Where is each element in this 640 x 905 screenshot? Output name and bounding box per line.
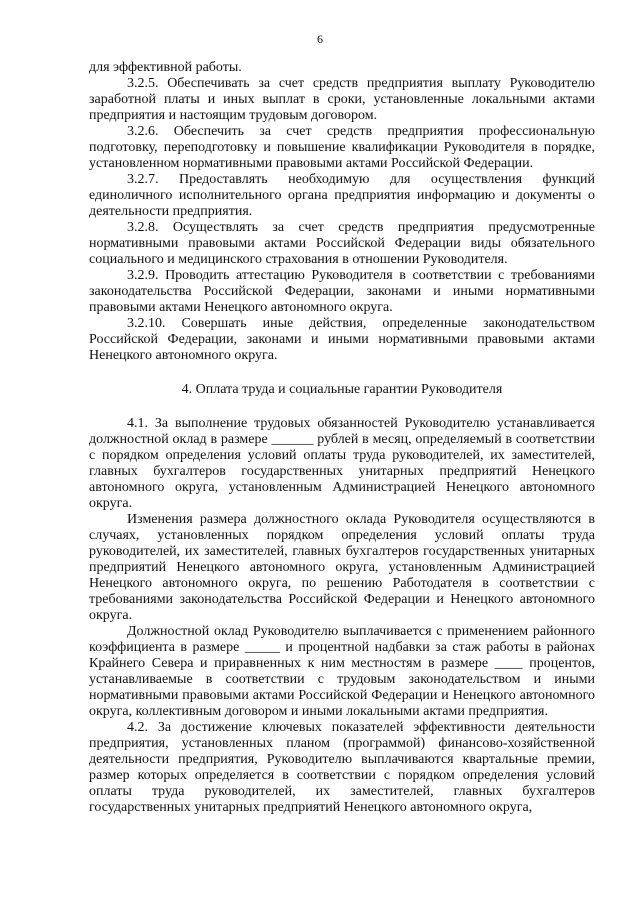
paragraph: 3.2.6. Обеспечить за счет средств предприятия профессиональную подготовку, переподготовку и повышение квалификации Руководителя в порядке, установленном нормативными правовыми актами Российской Федерации. [89,124,595,171]
section-heading: 4. Оплата труда и социальные гарантии Руководителя [181,382,503,397]
paragraph: 3.2.10. Совершать иные действия, определенные законодательством Российской Федерации, законами и иными нормативными правовыми актами Ненецкого автономного округа. [89,316,595,363]
paragraph: Изменения размера должностного оклада Руководителя осуществляются в случаях, установленных порядком определения условий оплаты труда руководителей, их заместителей, главных бухгалтеров государственных унитарных предприятий Ненецкого автономного округа, установленным Администрацией Ненецкого автономного округа, по решению Работодателя в соответствии с требованиями законодательства Российской Федерации и Ненецкого автономного округа. [89,512,595,623]
paragraph: 4.2. За достижение ключевых показателей эффективности деятельности предприятия, установленных планом (программой) финансово-хозяйственной деятельности предприятия, Руководителю выплачиваются квартальные премии, размер которых определяется в соответствии с порядком определения условий оплаты труда руководителей, их заместителей, главных бухгалтеров государственных унитарных предприятий Ненецкого автономного округа, [89,720,595,815]
paragraph: для эффективной работы. [89,60,242,75]
paragraph: Должностной оклад Руководителю выплачивается с применением районного коэффициента в размере _____ и процентной надбавки за стаж работы в районах Крайнего Севера и приравненных к ним местностям в размере ____ процентов, устанавливаемые в соответствии с трудовым законодательством и иными нормативными правовыми актами Российской Федерации и Ненецкого автономного округа, коллективным договором и иными локальными актами предприятия. [89,624,595,719]
document-body [89,60,595,816]
page-number: 6 [317,32,323,46]
paragraph: 3.2.7. Предоставлять необходимую для осуществления функций единоличного исполнительного органа предприятия информацию и документы о деятельности предприятия. [89,172,595,219]
paragraph: 3.2.5. Обеспечивать за счет средств предприятия выплату Руководителю заработной платы и иных выплат в сроки, установленные локальными актами предприятия и настоящим трудовым договором. [89,76,595,123]
paragraph: 4.1. За выполнение трудовых обязанностей Руководителю устанавливается должностной оклад в размере ______ рублей в месяц, определяемый в соответствии с порядком определения условий оплаты труда руководителей, их заместителей, главных бухгалтеров государственных унитарных предприятий Ненецкого автономного округа, установленным Администрацией Ненецкого автономного округа. [89,416,595,511]
paragraph: 3.2.9. Проводить аттестацию Руководителя в соответствии с требованиями законодательства Российской Федерации, законами и иными нормативными правовыми актами Ненецкого автономного округа. [89,268,595,315]
paragraph: 3.2.8. Осуществлять за счет средств предприятия предусмотренные нормативными правовыми актами Российской Федерации виды обязательного социального и медицинского страхования в отношении Руководителя. [89,220,595,267]
